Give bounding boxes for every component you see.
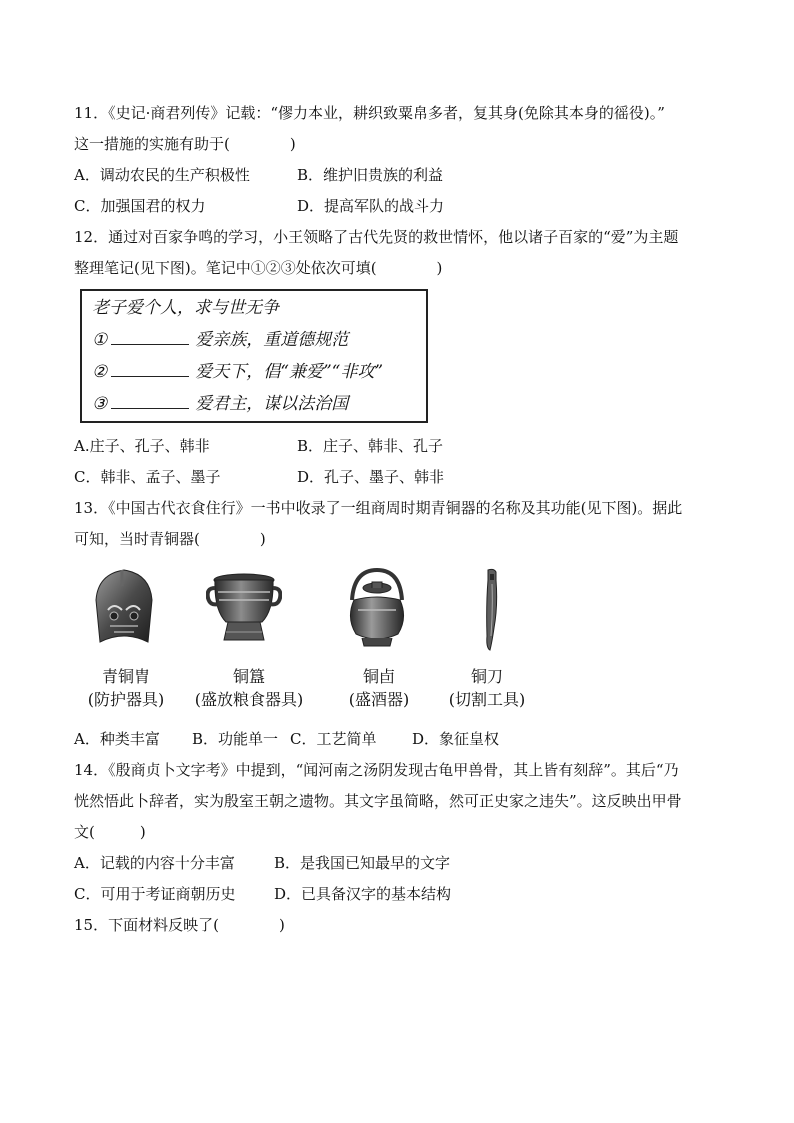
q14-stem-line3: 文( ) <box>74 823 146 841</box>
q13-option-b[interactable]: B．功能单一 <box>192 730 279 748</box>
bronze-gui-vessel-image <box>206 566 282 648</box>
artifact-function-gui: (盛放粮食器具) <box>194 690 304 709</box>
q11-stem-line1: 11．《史记·商君列传》记载：“僇力本业，耕织致粟帛多者，复其身(免除其本身的徭役)。” <box>74 104 665 122</box>
q11-option-d[interactable]: D．提高军队的战斗力 <box>297 197 445 215</box>
q12-option-a[interactable]: A.庄子、孔子、韩非 <box>74 437 210 455</box>
note-text-3: 爱君主，谋以法治国 <box>195 394 349 414</box>
artifact-name-you: 铜卣 <box>362 667 395 686</box>
bronze-knife-image <box>478 566 508 654</box>
note-mark-2: ② <box>92 362 108 382</box>
note-mark-3: ③ <box>92 394 108 414</box>
q13-option-d[interactable]: D．象征皇权 <box>412 730 500 748</box>
artifact-function-you: (盛酒器) <box>348 690 410 709</box>
q12-option-d[interactable]: D．孔子、墨子、韩非 <box>297 468 445 486</box>
q11-option-a[interactable]: A．调动农民的生产积极性 <box>74 166 250 184</box>
note-blank-2 <box>111 362 189 377</box>
q14-stem-line2: 恍然悟此卜辞者，实为殷室王朝之遗物。其文字虽简略，然可正史家之违失”。这反映出甲骨 <box>74 792 682 810</box>
q11-option-b[interactable]: B．维护旧贵族的利益 <box>297 166 444 184</box>
q14-option-c[interactable]: C．可用于考证商朝历史 <box>74 885 236 903</box>
note-mark-1: ① <box>92 330 108 350</box>
q12-note-box <box>80 289 428 423</box>
q13-option-a[interactable]: A．种类丰富 <box>74 730 160 748</box>
note-text-1: 爱亲族，重道德规范 <box>195 330 349 350</box>
q14-option-a[interactable]: A．记载的内容十分丰富 <box>74 854 235 872</box>
note-line-laozi: 老子爱个人，求与世无争 <box>92 298 279 318</box>
artifact-name-helmet: 青铜胄 <box>101 667 150 686</box>
q11-stem-line2: 这一措施的实施有助于( ) <box>74 135 296 153</box>
note-blank-3 <box>111 394 189 409</box>
bronze-helmet-image <box>88 566 160 648</box>
note-line-1 <box>92 329 348 351</box>
q12-option-b[interactable]: B．庄子、韩非、孔子 <box>297 437 444 455</box>
q11-option-c[interactable]: C．加强国君的权力 <box>74 197 206 215</box>
artifact-name-knife: 铜刀 <box>470 667 503 686</box>
artifact-name-gui: 铜簋 <box>232 667 265 686</box>
bronze-you-vessel-image <box>342 566 412 648</box>
q14-option-d[interactable]: D．已具备汉字的基本结构 <box>274 885 452 903</box>
q12-stem-line2: 整理笔记(见下图)。笔记中①②③处依次可填( ) <box>74 259 443 277</box>
note-line-2 <box>92 361 383 383</box>
q14-option-b[interactable]: B．是我国已知最早的文字 <box>274 854 451 872</box>
note-blank-1 <box>111 330 189 345</box>
q15-stem-line1: 15．下面材料反映了( ) <box>74 916 285 934</box>
artifact-function-helmet: (防护器具) <box>87 690 165 709</box>
note-text-2: 爱天下，倡“兼爱”“非攻” <box>195 362 384 382</box>
artifact-function-knife: (切割工具) <box>448 690 526 709</box>
q12-option-c[interactable]: C．韩非、孟子、墨子 <box>74 468 221 486</box>
q13-stem-line1: 13．《中国古代衣食住行》一书中收录了一组商周时期青铜器的名称及其功能(见下图)。据此 <box>74 499 683 517</box>
q14-stem-line1: 14．《殷商贞卜文字考》中提到，“闻河南之汤阴发现古龟甲兽骨，其上皆有刻辞”。其后“乃 <box>74 761 679 779</box>
q12-stem-line1: 12．通过对百家争鸣的学习，小王领略了古代先贤的救世情怀，他以诸子百家的“爱”为主题 <box>74 228 679 246</box>
q13-stem-line2: 可知，当时青铜器( ) <box>74 530 266 548</box>
q13-option-c[interactable]: C．工艺简单 <box>290 730 377 748</box>
note-line-3 <box>92 393 348 415</box>
